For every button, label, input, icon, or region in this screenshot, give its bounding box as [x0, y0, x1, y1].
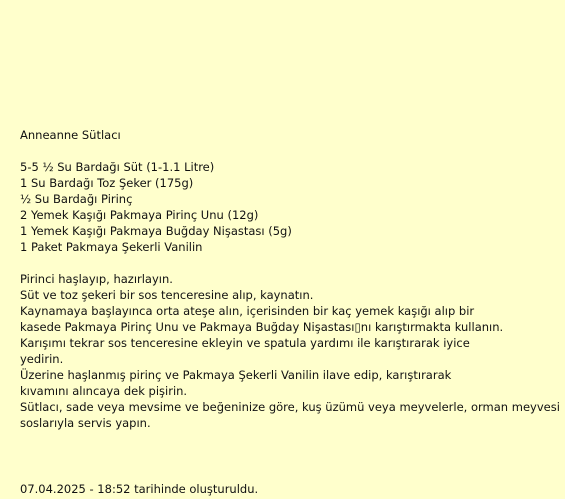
ingredient-line: 1 Paket Pakmaya Şekerli Vanilin	[20, 240, 203, 254]
ingredient-line: 1 Yemek Kaşığı Pakmaya Buğday Nişastası (5g)	[20, 224, 292, 238]
instructions-block	[20, 271, 560, 431]
created-timestamp: 07.04.2025 - 18:52 tarihinde oluşturuldu.	[20, 482, 259, 496]
instruction-line: Karışımı tekrar sos tenceresine ekleyin ve spatula yardımı ile karıştırarak iyice	[20, 336, 470, 350]
ingredient-line: 1 Su Bardağı Toz Şeker (175g)	[20, 176, 194, 190]
instruction-line: Kaynamaya başlayınca orta ateşe alın, içerisinden bir kaç yemek kaşığı alıp bir	[20, 304, 475, 318]
recipe-title: Anneanne Sütlacı	[20, 128, 121, 142]
spacer	[20, 143, 550, 159]
instruction-line: soslarıyla servis yapın.	[20, 416, 151, 430]
spacer	[20, 255, 550, 271]
instruction-line: yedirin.	[20, 352, 64, 366]
ingredient-line: ½ Su Bardağı Pirinç	[20, 192, 133, 206]
instruction-line: kıvamını alıncaya dek pişirin.	[20, 384, 188, 398]
ingredient-line: 5-5 ½ Su Bardağı Süt (1-1.1 Litre)	[20, 160, 215, 174]
instruction-line: Sütlacı, sade veya mevsime ve beğeninize göre, kuş üzümü veya meyvelerle, orman meyvesi	[20, 400, 560, 414]
instruction-line: Pirinci haşlayıp, hazırlayın.	[20, 272, 173, 286]
recipe-document	[20, 127, 560, 431]
ingredients-list	[20, 159, 550, 255]
ingredient-line: 2 Yemek Kaşığı Pakmaya Pirinç Unu (12g)	[20, 208, 259, 222]
instruction-line: Üzerine haşlanmış pirinç ve Pakmaya Şekerli Vanilin ilave edip, karıştırarak	[20, 368, 452, 382]
instruction-line: kasede Pakmaya Pirinç Unu ve Pakmaya Buğday Nişastası▯nı karıştırmakta kullanın.	[20, 320, 504, 334]
instruction-line: Süt ve toz şekeri bir sos tenceresine alıp, kaynatın.	[20, 288, 314, 302]
